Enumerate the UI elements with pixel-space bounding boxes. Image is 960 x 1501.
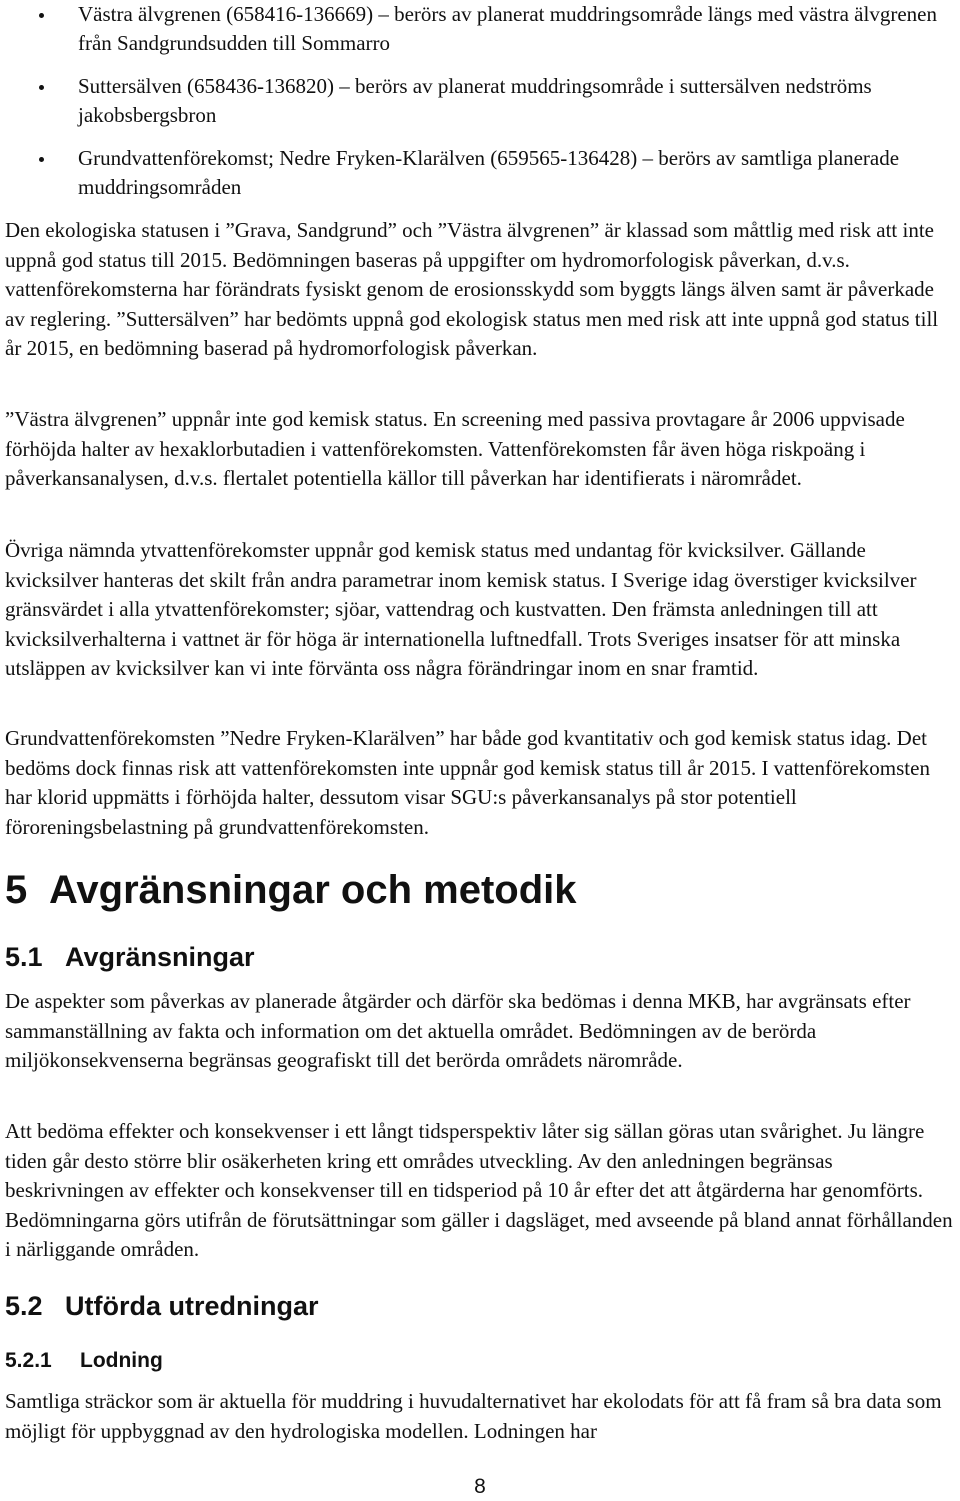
heading-title: Utförda utredningar (65, 1291, 319, 1321)
heading-title: Avgränsningar och metodik (49, 868, 577, 912)
bullet-text: Grundvattenförekomst; Nedre Fryken-Klarälven (659565-136428) – berörs av samtliga planerade muddringsområden (78, 146, 900, 199)
paragraph-ekologisk-status: Den ekologiska statusen i ”Grava, Sandgrund” och ”Västra älvgrenen” är klassad som måttlig med risk att inte uppnå god status till 2015. Bedömningen baseras på uppgifter om hydromorfologisk påverkan, d.v.s. vattenförekomsterna har förändrats fysiskt genom de erosionsskydd som byggts längs älven samt är påverkade av reglering. ”Suttersälven” har bedömts uppnå god ekologisk status men med risk att inte uppnå god status till år 2015, en bedömning baserad på hydromorfologisk påverkan. (5, 218, 939, 360)
heading-number: 5.2.1 (5, 1349, 52, 1372)
bullet-text: Västra älvgrenen (658416-136669) – berörs av planerat muddringsområde längs med västra älvgrenen från Sandgrundsudden till Sommarro (78, 2, 937, 55)
paragraph-avgransningar-2: Att bedöma effekter och konsekvenser i ett långt tidsperspektiv låter sig sällan göras utan svårighet. Ju längre tiden går desto större blir osäkerheten kring ett områdes utveckling. Av den anledningen begränsas beskrivningen av effekter och konsekvenser till en tidsperiod på 10 år efter det att åtgärderna har genomförts. Bedömningarna görs utifrån de förutsättningar som gäller i dagsläget, med avseende på bland annat förhållanden i närliggande områden. (5, 1119, 953, 1261)
paragraph-avgransningar-1: De aspekter som påverkas av planerade åtgärder och därför ska bedömas i denna MKB, har avgränsats efter sammanställning av fakta och information om det aktuella området. Bedömningen av de berörda miljökonsekvenserna begränsas geografiskt till det berörda områdets närområde. (5, 989, 911, 1072)
heading-number: 5 (5, 868, 28, 912)
paragraph-lodning: Samtliga sträckor som är aktuella för muddring i huvudalternativet har ekolodats för att få fram så bra data som möjligt för uppbyggnad av den hydrologiska modellen. Lodningen har (5, 1389, 942, 1443)
heading-title: Avgränsningar (65, 942, 255, 972)
paragraph-grundvattenforekomsten: Grundvattenförekomsten ”Nedre Fryken-Klarälven” har både god kvantitativ och god kemisk status idag. Det bedöms dock finnas risk att vattenförekomsten inte uppnår god kemisk status till år 2015. I vattenförekomsten har klorid uppmätts i förhöjda halter, dessutom visar SGU:s påverkansanalys på stor potentiell föroreningsbelastning på grundvattenförekomsten. (5, 726, 930, 839)
heading-title: Lodning (80, 1349, 163, 1372)
bullet-dot-icon (39, 85, 44, 90)
page-number: 8 (474, 1475, 486, 1498)
bullet-item-vastra-alvgrenen (0, 0, 960, 58)
heading-number: 5.2 (5, 1291, 43, 1321)
heading-number: 5.1 (5, 942, 43, 972)
bullet-item-grundvattenforekomst (0, 144, 960, 202)
section-heading-5-2-1 (5, 1347, 163, 1375)
bullet-dot-icon (39, 13, 44, 18)
section-heading-5-1 (5, 940, 255, 974)
bullet-dot-icon (39, 157, 44, 162)
bullet-text: Suttersälven (658436-136820) – berörs av planerat muddringsområde i suttersälven nedströms jakobsbergsbron (78, 74, 872, 127)
paragraph-vastra-alvgrenen-kemisk-status: ”Västra älvgrenen” uppnår inte god kemisk status. En screening med passiva provtagare år 2006 uppvisade förhöjda halter av hexaklorbutadien i vattenförekomsten. Vattenförekomsten får även höga riskpoäng i påverkansanalysen, d.v.s. flertalet potentiella källor till påverkan har identifierats i närområdet. (5, 407, 905, 490)
section-heading-5 (5, 866, 577, 914)
bullet-item-suttersalven (0, 72, 960, 130)
paragraph-ovriga-ytvattenforekomster: Övriga nämnda ytvattenförekomster uppnår god kemisk status med undantag för kvicksilver. Gällande kvicksilver hanteras det skilt från andra parametrar inom kemisk status. I Sverige idag överstiger kvicksilver gränsvärdet i alla ytvattenförekomster; sjöar, vattendrag och kustvatten. Den främsta anledningen till att kvicksilverhalterna i vattnet är för höga är internationella luftnedfall. Trots Sveriges insatser för att minska utsläppen av kvicksilver kan vi inte förvänta oss några förändringar inom en snar framtid. (5, 538, 917, 680)
section-heading-5-2 (5, 1289, 319, 1323)
